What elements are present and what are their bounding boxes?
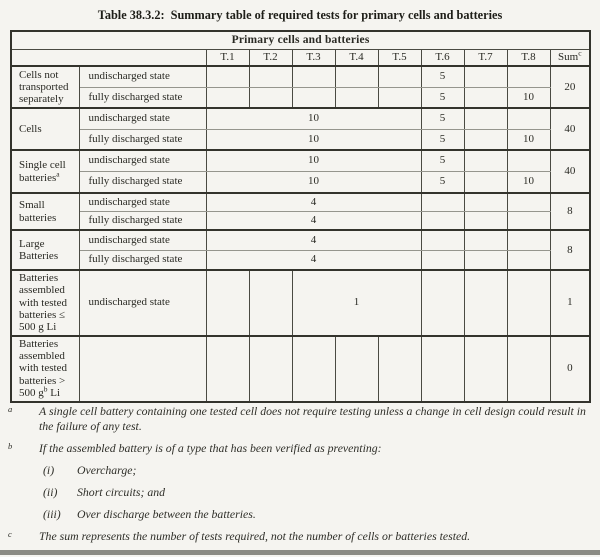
col-header-t3: T.3 (292, 49, 335, 66)
table-number: Table 38.3.2: (97, 8, 165, 22)
test-cell-merged: 4 (206, 250, 421, 270)
test-cell: 5 (421, 150, 464, 171)
table-row (11, 193, 590, 211)
test-cell (464, 250, 507, 270)
test-cell (249, 87, 292, 108)
test-cell: 5 (421, 108, 464, 129)
state-cell: fully discharged state (79, 129, 206, 150)
test-cell (206, 270, 249, 336)
state-cell: undischarged state (79, 150, 206, 171)
test-cell: 5 (421, 171, 464, 193)
test-cell (507, 230, 550, 250)
table-row (11, 87, 590, 108)
state-cell: undischarged state (79, 66, 206, 87)
test-cell (464, 211, 507, 230)
test-cell (507, 150, 550, 171)
table-row (11, 250, 590, 270)
col-header-t2: T.2 (249, 49, 292, 66)
test-cell (249, 270, 292, 336)
footnote-marker-c: c (8, 529, 12, 539)
state-cell: undischarged state (79, 230, 206, 250)
test-cell-merged: 4 (206, 211, 421, 230)
footnotes (0, 404, 600, 551)
test-cell (507, 250, 550, 270)
test-cell (464, 150, 507, 171)
test-cell (464, 270, 507, 336)
test-cell-merged: 1 (292, 270, 421, 336)
col-header-sum: Sum$^c$ (550, 49, 590, 66)
table-row (11, 150, 590, 171)
test-cell (335, 336, 378, 402)
footnote-b-item-iii: (iii) Over discharge between the batteries. (43, 507, 256, 521)
test-cell: 10 (507, 129, 550, 150)
col-header-t4: T.4 (335, 49, 378, 66)
group-label-cells: Cells (11, 108, 79, 150)
test-cell (421, 230, 464, 250)
footnote-marker-a: a (8, 404, 13, 414)
bottom-page-rule (0, 550, 600, 555)
test-cell-merged: 10 (206, 129, 421, 150)
test-cell (335, 66, 378, 87)
footnote-b-item-ii: (ii) Short circuits; and (43, 485, 166, 499)
group-label-single-cell-batteries: Single cell batteries$^a$ (11, 150, 79, 193)
test-cell (421, 270, 464, 336)
test-cell (421, 336, 464, 402)
state-cell: fully discharged state (79, 211, 206, 230)
test-cell (464, 108, 507, 129)
test-cell (249, 66, 292, 87)
test-cell (464, 336, 507, 402)
state-cell: undischarged state (79, 270, 206, 336)
footnote-ref-b: b (43, 384, 48, 394)
test-cell-merged: 10 (206, 171, 421, 193)
footnote-b-item-i: (i) Overcharge; (43, 463, 137, 477)
sum-cell: 40 (550, 108, 590, 150)
test-cell: 5 (421, 129, 464, 150)
test-cell-merged: 10 (206, 108, 421, 129)
sum-cell: 20 (550, 66, 590, 108)
test-cell (292, 336, 335, 402)
test-cell (292, 87, 335, 108)
span-header: Primary cells and batteries (11, 31, 590, 49)
test-cell: 5 (421, 87, 464, 108)
test-cell-merged: 10 (206, 150, 421, 171)
test-cell (249, 336, 292, 402)
state-cell: fully discharged state (79, 87, 206, 108)
group-label-assembled-gt-500: Batteries assembled with tested batteries > 500 $g^b$ Li (11, 336, 79, 402)
test-cell (335, 87, 378, 108)
sum-cell: 0 (550, 336, 590, 402)
footnote-a-text: A single cell battery containing one tested cell does not require testing unless a change in cell design could result in the failure of any test. (39, 404, 586, 433)
test-cell (507, 270, 550, 336)
test-cell-merged: 4 (206, 193, 421, 211)
test-cell (507, 336, 550, 402)
sum-superscript: c (578, 48, 582, 58)
table-row (11, 336, 590, 402)
table-title (0, 8, 600, 23)
test-cell (464, 87, 507, 108)
group-label-assembled-le-500: Batteries assembled with tested batteries ≤ 500 g Li (11, 270, 79, 336)
test-cell (421, 193, 464, 211)
test-cell (464, 230, 507, 250)
test-cell (507, 66, 550, 87)
table-row (11, 108, 590, 129)
test-cell (421, 211, 464, 230)
sum-cell: 8 (550, 230, 590, 270)
test-cell: 10 (507, 87, 550, 108)
table-row (11, 171, 590, 193)
sum-cell: 8 (550, 193, 590, 230)
state-cell: fully discharged state (79, 250, 206, 270)
table-caption: Summary table of required tests for primary cells and batteries (170, 8, 503, 22)
test-cell (507, 211, 550, 230)
state-cell: fully discharged state (79, 171, 206, 193)
table-row (11, 129, 590, 150)
group-label-large-batteries: Large Batteries (11, 230, 79, 270)
col-header-t8: T.8 (507, 49, 550, 66)
table-row (11, 270, 590, 336)
footnote-c-text: The sum represents the number of tests required, not the number of cells or batteries tested. (39, 529, 471, 543)
test-cell (507, 193, 550, 211)
test-cell-merged: 4 (206, 230, 421, 250)
test-cell (464, 66, 507, 87)
corner-cell (11, 49, 206, 66)
summary-table (10, 30, 591, 403)
sum-cell: 40 (550, 150, 590, 193)
test-cell (464, 171, 507, 193)
test-cell (206, 66, 249, 87)
footnote-marker-b: b (8, 441, 13, 451)
footnote-c (0, 529, 600, 544)
test-cell (378, 336, 421, 402)
footnote-b-text: If the assembled battery is of a type that has been verified as preventing: (39, 441, 382, 455)
col-header-t7: T.7 (464, 49, 507, 66)
footnote-b (0, 441, 600, 522)
test-cell (464, 129, 507, 150)
test-cell (507, 108, 550, 129)
table-row (11, 230, 590, 250)
table-row (11, 211, 590, 230)
test-cell (206, 87, 249, 108)
test-cell: 5 (421, 66, 464, 87)
group-label-small-batteries: Small batteries (11, 193, 79, 230)
group-label-cells-not-transported: Cells not transported separately (11, 66, 79, 108)
col-header-t5: T.5 (378, 49, 421, 66)
state-cell: undischarged state (79, 108, 206, 129)
test-cell (292, 66, 335, 87)
test-cell (206, 336, 249, 402)
sum-cell: 1 (550, 270, 590, 336)
table-row (11, 66, 590, 87)
test-cell (378, 87, 421, 108)
footnote-ref-a: a (56, 168, 60, 178)
footnote-a (0, 404, 600, 434)
state-cell (79, 336, 206, 402)
test-cell (378, 66, 421, 87)
test-cell: 10 (507, 171, 550, 193)
col-header-t6: T.6 (421, 49, 464, 66)
test-cell (464, 193, 507, 211)
col-header-t1: T.1 (206, 49, 249, 66)
state-cell: undischarged state (79, 193, 206, 211)
test-cell (421, 250, 464, 270)
